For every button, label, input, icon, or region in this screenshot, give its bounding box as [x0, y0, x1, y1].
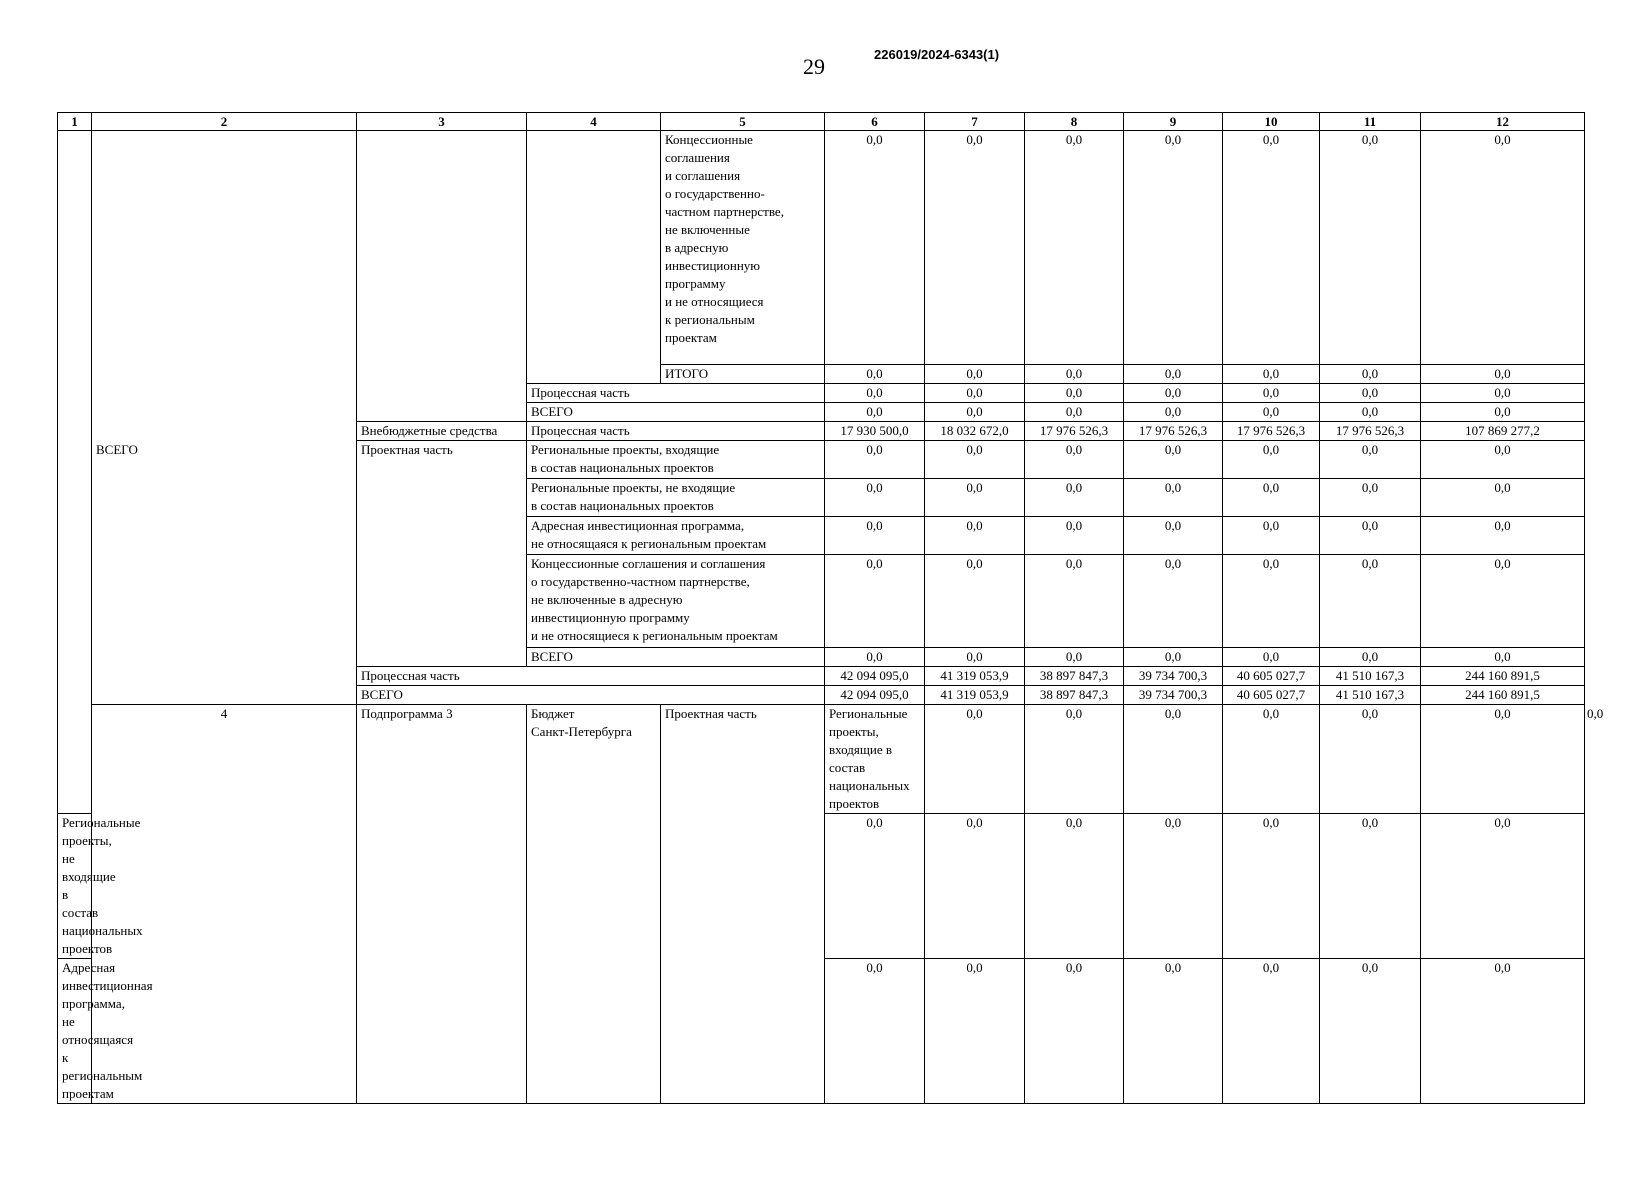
value-cell: 0,0: [925, 131, 1025, 365]
column-number: 9: [1124, 113, 1223, 131]
value-cell: 0,0: [1025, 441, 1124, 479]
value-cell: 0,0: [1421, 648, 1585, 667]
vsego-block-item-label: Региональные проекты, входящие в состав национальных проектов: [527, 441, 825, 479]
column-number: 4: [527, 113, 661, 131]
row-number: 4: [92, 705, 357, 1104]
value-cell: 40 605 027,7: [1223, 686, 1320, 705]
vsego-block-item-label: Региональные проекты, не входящие в состав национальных проектов: [527, 479, 825, 517]
value-cell: 0,0: [925, 648, 1025, 667]
value-cell: 0,0: [925, 555, 1025, 648]
value-cell: 41 510 167,3: [1320, 667, 1421, 686]
value-cell: 0,0: [1421, 555, 1585, 648]
value-cell: 17 930 500,0: [825, 422, 925, 441]
value-cell: 0,0: [1124, 648, 1223, 667]
value-cell: 0,0: [825, 384, 925, 403]
value-cell: 244 160 891,5: [1421, 686, 1585, 705]
document-id: 226019/2024-6343(1): [874, 47, 1000, 62]
value-cell: 0,0: [825, 517, 925, 555]
concession-label: Концессионные соглашения и соглашения о государственно- частном партнерстве, не включенные в адресную инвестиционную программу и не относящиеся к региональным проектам: [661, 131, 825, 365]
value-cell: 0,0: [1223, 479, 1320, 517]
col3-empty: [357, 131, 527, 422]
value-cell: 0,0: [1320, 517, 1421, 555]
column-number: 10: [1223, 113, 1320, 131]
value-cell: 0,0: [1025, 365, 1124, 384]
value-cell: 0,0: [825, 365, 925, 384]
value-cell: 0,0: [1421, 131, 1585, 365]
value-cell: 42 094 095,0: [825, 686, 925, 705]
value-cell: 0,0: [1320, 479, 1421, 517]
value-cell: 0,0: [1421, 959, 1585, 1104]
value-cell: 0,0: [1223, 384, 1320, 403]
value-cell: 0,0: [1025, 648, 1124, 667]
value-cell: 0,0: [1223, 403, 1320, 422]
value-cell: 0,0: [1421, 814, 1585, 959]
column-number: 3: [357, 113, 527, 131]
value-cell: 0,0: [1025, 555, 1124, 648]
value-cell: 0,0: [925, 705, 1025, 814]
value-cell: 0,0: [1124, 479, 1223, 517]
concession-row: [58, 131, 1585, 365]
value-cell: 0,0: [825, 441, 925, 479]
value-cell: 0,0: [925, 441, 1025, 479]
vsego-block-title: ВСЕГО: [92, 441, 357, 705]
process-part-label: Процессная часть: [527, 384, 825, 403]
value-cell: 0,0: [1025, 814, 1124, 959]
vnebudget-label: Процессная часть: [527, 422, 825, 441]
funding-source: Бюджет Санкт-Петербурга: [527, 705, 661, 1104]
subprogram-name: Подпрограмма 3: [357, 705, 527, 1104]
subprogram3-row: 4 Подпрограмма 3 Бюджет Санкт-Петербурга Проектная часть Региональные проекты, входящие в состав национальных проектов 0,0 0,0 0,0 0,0 0,0 0,0 0,0: [58, 705, 1585, 814]
value-cell: 0,0: [825, 131, 925, 365]
value-cell: 0,0: [825, 479, 925, 517]
value-cell: 0,0: [1124, 555, 1223, 648]
value-cell: 0,0: [925, 365, 1025, 384]
value-cell: 0,0: [1320, 365, 1421, 384]
value-cell: 0,0: [1124, 959, 1223, 1104]
project-part: Проектная часть: [661, 705, 825, 1104]
column-number: 7: [925, 113, 1025, 131]
column-number: 6: [825, 113, 925, 131]
value-cell: 0,0: [1223, 441, 1320, 479]
value-cell: 17 976 526,3: [1025, 422, 1124, 441]
value-cell: 0,0: [1421, 403, 1585, 422]
value-cell: 0,0: [1421, 384, 1585, 403]
value-cell: 41 319 053,9: [925, 667, 1025, 686]
value-cell: 0,0: [1223, 365, 1320, 384]
value-cell: 0,0: [1223, 648, 1320, 667]
value-cell: 0,0: [1025, 959, 1124, 1104]
vsego-block-row: [58, 441, 1585, 479]
value-cell: 38 897 847,3: [1025, 686, 1124, 705]
value-cell: 0,0: [1320, 959, 1421, 1104]
value-cell: 39 734 700,3: [1124, 667, 1223, 686]
value-cell: 0,0: [1223, 131, 1320, 365]
value-cell: 40 605 027,7: [1223, 667, 1320, 686]
value-cell: 0,0: [825, 814, 925, 959]
value-cell: 42 094 095,0: [825, 667, 925, 686]
col2-empty: [92, 131, 357, 441]
value-cell: 17 976 526,3: [1320, 422, 1421, 441]
subprogram3-item-label: Региональные проекты, входящие в состав национальных проектов: [825, 705, 925, 814]
column-number: 1: [58, 113, 92, 131]
value-cell: 0,0: [1124, 517, 1223, 555]
vsego-label: ВСЕГО: [527, 403, 825, 422]
value-cell: 38 897 847,3: [1025, 667, 1124, 686]
value-cell: 0,0: [1025, 517, 1124, 555]
value-cell: 0,0: [825, 959, 925, 1104]
value-cell: 0,0: [1320, 131, 1421, 365]
vsego-block-item-label: ВСЕГО: [527, 648, 825, 667]
value-cell: 17 976 526,3: [1124, 422, 1223, 441]
value-cell: 0,0: [925, 403, 1025, 422]
subprogram3-item-label: Региональные проекты, не входящие в состав национальных проектов: [58, 814, 92, 959]
value-cell: 17 976 526,3: [1223, 422, 1320, 441]
value-cell: 0,0: [1421, 365, 1585, 384]
value-cell: 18 032 672,0: [925, 422, 1025, 441]
value-cell: 39 734 700,3: [1124, 686, 1223, 705]
value-cell: 0,0: [1124, 441, 1223, 479]
value-cell: 0,0: [1025, 403, 1124, 422]
subprogram3-item-label: Адресная инвестиционная программа, не относящаяся к региональным проектам: [58, 959, 92, 1104]
col4-empty: [527, 131, 661, 384]
value-cell: 41 510 167,3: [1320, 686, 1421, 705]
value-cell: 0,0: [1124, 403, 1223, 422]
column-number: 12: [1421, 113, 1585, 131]
value-cell: 0,0: [1223, 705, 1320, 814]
value-cell: 0,0: [1320, 555, 1421, 648]
itogo-label: ИТОГО: [661, 365, 825, 384]
column-number: 8: [1025, 113, 1124, 131]
value-cell: 0,0: [1124, 365, 1223, 384]
vsego-block-item-label: Концессионные соглашения и соглашения о государственно-частном партнерстве, не включенные в адресную инвестиционную программу и не относящиеся к региональным проектам: [527, 555, 825, 648]
vsego-block-item-label: Адресная инвестиционная программа, не относящаяся к региональным проектам: [527, 517, 825, 555]
page-number: 29: [803, 54, 825, 79]
value-cell: 0,0: [1320, 384, 1421, 403]
value-cell: 41 319 053,9: [925, 686, 1025, 705]
budget-table: [57, 112, 1604, 1104]
value-cell: 0,0: [1223, 517, 1320, 555]
column-number: 5: [661, 113, 825, 131]
vsego-block-part: Проектная часть: [357, 441, 527, 667]
value-cell: 0,0: [1124, 814, 1223, 959]
value-cell: 0,0: [925, 814, 1025, 959]
value-cell: 0,0: [825, 648, 925, 667]
value-cell: 0,0: [1223, 555, 1320, 648]
vsego-block-total-label: ВСЕГО: [357, 686, 825, 705]
value-cell: 0,0: [1124, 705, 1223, 814]
value-cell: 0,0: [925, 384, 1025, 403]
value-cell: 0,0: [825, 555, 925, 648]
column-number: 2: [92, 113, 357, 131]
value-cell: 0,0: [925, 517, 1025, 555]
value-cell: 0,0: [1025, 479, 1124, 517]
column-number-row: [58, 113, 1585, 131]
value-cell: 244 160 891,5: [1421, 667, 1585, 686]
value-cell: 0,0: [1421, 479, 1585, 517]
value-cell: 0,0: [1025, 131, 1124, 365]
value-cell: 0,0: [925, 479, 1025, 517]
value-cell: 0,0: [1124, 131, 1223, 365]
value-cell: 0,0: [1320, 705, 1421, 814]
column-number: 11: [1320, 113, 1421, 131]
value-cell: 0,0: [1320, 814, 1421, 959]
value-cell: 0,0: [1421, 705, 1585, 814]
value-cell: 0,0: [1025, 384, 1124, 403]
vnebudget-source: Внебюджетные средства: [357, 422, 527, 441]
value-cell: 0,0: [1223, 959, 1320, 1104]
vsego-block-process-label: Процессная часть: [357, 667, 825, 686]
value-cell: 0,0: [1421, 441, 1585, 479]
value-cell: 0,0: [1025, 705, 1124, 814]
value-cell: 0,0: [1320, 648, 1421, 667]
value-cell: 0,0: [1124, 384, 1223, 403]
value-cell: 0,0: [1320, 441, 1421, 479]
value-cell: 0,0: [1421, 517, 1585, 555]
value-cell: 107 869 277,2: [1421, 422, 1585, 441]
value-cell: 0,0: [1320, 403, 1421, 422]
col1-empty: [58, 131, 92, 814]
value-cell: 0,0: [1223, 814, 1320, 959]
value-cell: 0,0: [825, 403, 925, 422]
value-cell: 0,0: [925, 959, 1025, 1104]
